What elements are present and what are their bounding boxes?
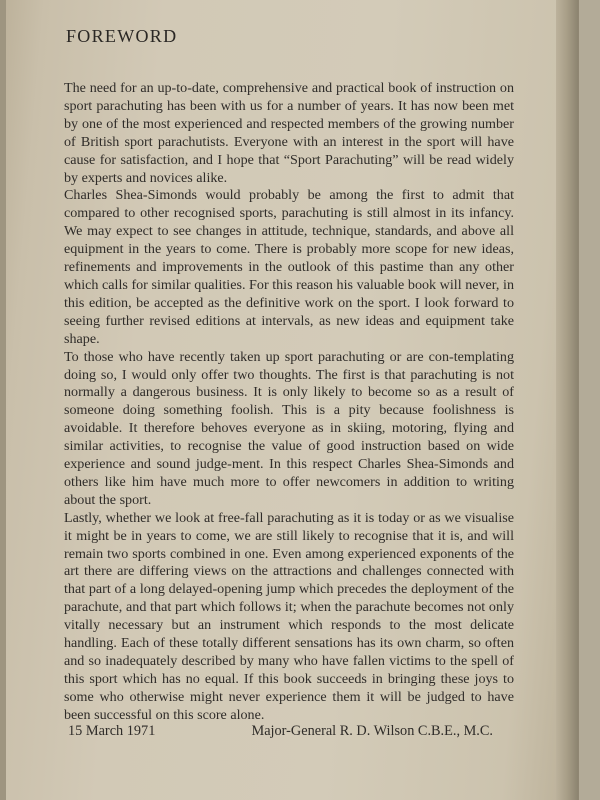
paragraph-lastly: Lastly, whether we look at free-fall parachuting as it is today or as we visualise it might be in years to come, we are still likely to recognise that it is, and will remain two sports combined in one. Even among experienced exponents of the art there are differing views on the attractions and challenges connected with that part of a long delayed-opening jump which precedes the deployment of the parachute, and that part which follows it; when the parachute becomes not only vitally necessary but an instrument which responds to the most delicate handling. Each of these totally different sensations has its own charm, so often and so inadequately described by many who have fallen victims to the spell of this sport which has no equal. If this book succeeds in bringing these joys to some who otherwise might never experience them it will be judged to have been successful on this score alone. [64,509,514,723]
page-edge [556,0,578,800]
foreword-date: 15 March 1971 [68,723,156,739]
page-title: FOREWORD [66,26,178,46]
paragraph-infancy: Charles Shea-Simonds would probably be among the first to admit that compared to other recognised sports, parachuting is still almost in its infancy. We may expect to see changes in attitude, technique, standards, and above all equipment in the years to come. There is probably more scope for new ideas, refinements and improvements in the outlook of this pastime than any other which calls for similar qualities. For this reason his valuable book will never, in this edition, be accepted as the definitive work on the sport. I look forward to seeing further revised editions at intervals, as new ideas and equipment take shape. [64,187,514,347]
foreword-body [64,80,514,725]
paragraph-advice: To those who have recently taken up sport parachuting or are con-templating doing so, I would only offer two thoughts. The first is that parachuting is not normally a dangerous business. It is only likely to become so as a result of someone doing something foolish. This is a pity because foolishness is avoidable. It therefore behoves everyone as in skiing, motoring, flying and similar activities, to recognise the value of good instruction based on wide experience and sound judge-ment. In this respect Charles Shea-Simonds and others like him have much more to offer newcomers in addition to writing about the sport. [64,348,514,508]
foreword-footer [68,723,493,740]
foreword-signature: Major-General R. D. Wilson C.B.E., M.C. [251,723,493,739]
paragraph-need: The need for an up-to-date, comprehensive and practical book of instruction on sport parachuting has been with us for a number of years. It has now been met by one of the most experienced and respected members of the growing number of British sport parachutists. Everyone with an interest in the sport will have cause for satisfaction, and I hope that “Sport Parachuting” will be read widely by experts and novices alike. [64,80,514,186]
